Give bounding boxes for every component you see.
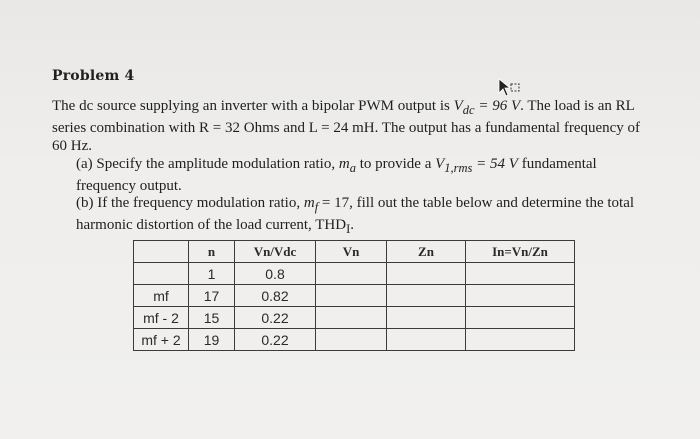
problem-statement: The dc source supplying an inverter with a bipolar PWM output is $V_{dc} = 96$ V. The load is an RL series combination with R = 32 Ohms and L = 24 mH. The output has a fundamental frequency of 60 Hz. bbox=[52, 98, 641, 154]
part-b: (b) If the frequency modulation ratio, $m_f = 17$, fill out the table below and determine the total harmonic distortion of the load current, $THD_I$. bbox=[76, 195, 635, 236]
table-row bbox=[134, 263, 575, 285]
harmonic-n: 1 bbox=[189, 263, 235, 285]
harmonic-n: 17 bbox=[189, 285, 235, 307]
problem-title: Problem 4 bbox=[52, 68, 135, 84]
in-cell[interactable] bbox=[466, 263, 575, 285]
table-header-cell bbox=[134, 241, 189, 263]
row-label: mf bbox=[134, 285, 189, 307]
part-a: (a) Specify the amplitude modulation ratio, $m_a$ to provide a $V_{1,rms} = 54$ V fundamental frequency output. bbox=[76, 156, 597, 194]
table-header-cell: Vn bbox=[316, 241, 387, 263]
voltage-ratio: 0.22 bbox=[235, 307, 316, 329]
row-label bbox=[134, 263, 189, 285]
row-label: mf + 2 bbox=[134, 329, 189, 351]
zn-cell[interactable] bbox=[387, 329, 466, 351]
vn-cell[interactable] bbox=[316, 285, 387, 307]
zn-cell[interactable] bbox=[387, 285, 466, 307]
harmonic-n: 19 bbox=[189, 329, 235, 351]
in-cell[interactable] bbox=[466, 329, 575, 351]
voltage-ratio: 0.22 bbox=[235, 329, 316, 351]
table-row bbox=[134, 329, 575, 351]
table-header-cell: Vn/Vdc bbox=[235, 241, 316, 263]
in-cell[interactable] bbox=[466, 285, 575, 307]
in-cell[interactable] bbox=[466, 307, 575, 329]
vn-cell[interactable] bbox=[316, 329, 387, 351]
vn-cell[interactable] bbox=[316, 307, 387, 329]
table-header-cell: n bbox=[189, 241, 235, 263]
table-header-row bbox=[134, 241, 575, 263]
zn-cell[interactable] bbox=[387, 307, 466, 329]
vn-cell[interactable] bbox=[316, 263, 387, 285]
zn-cell[interactable] bbox=[387, 263, 466, 285]
voltage-ratio: 0.8 bbox=[235, 263, 316, 285]
row-label: mf - 2 bbox=[134, 307, 189, 329]
table-header-cell: In=Vn/Zn bbox=[466, 241, 575, 263]
table-row bbox=[134, 285, 575, 307]
voltage-ratio: 0.82 bbox=[235, 285, 316, 307]
table-row bbox=[134, 307, 575, 329]
harmonics-table bbox=[133, 240, 575, 351]
pointer-cursor-icon bbox=[497, 78, 521, 98]
table-header-cell: Zn bbox=[387, 241, 466, 263]
harmonic-n: 15 bbox=[189, 307, 235, 329]
